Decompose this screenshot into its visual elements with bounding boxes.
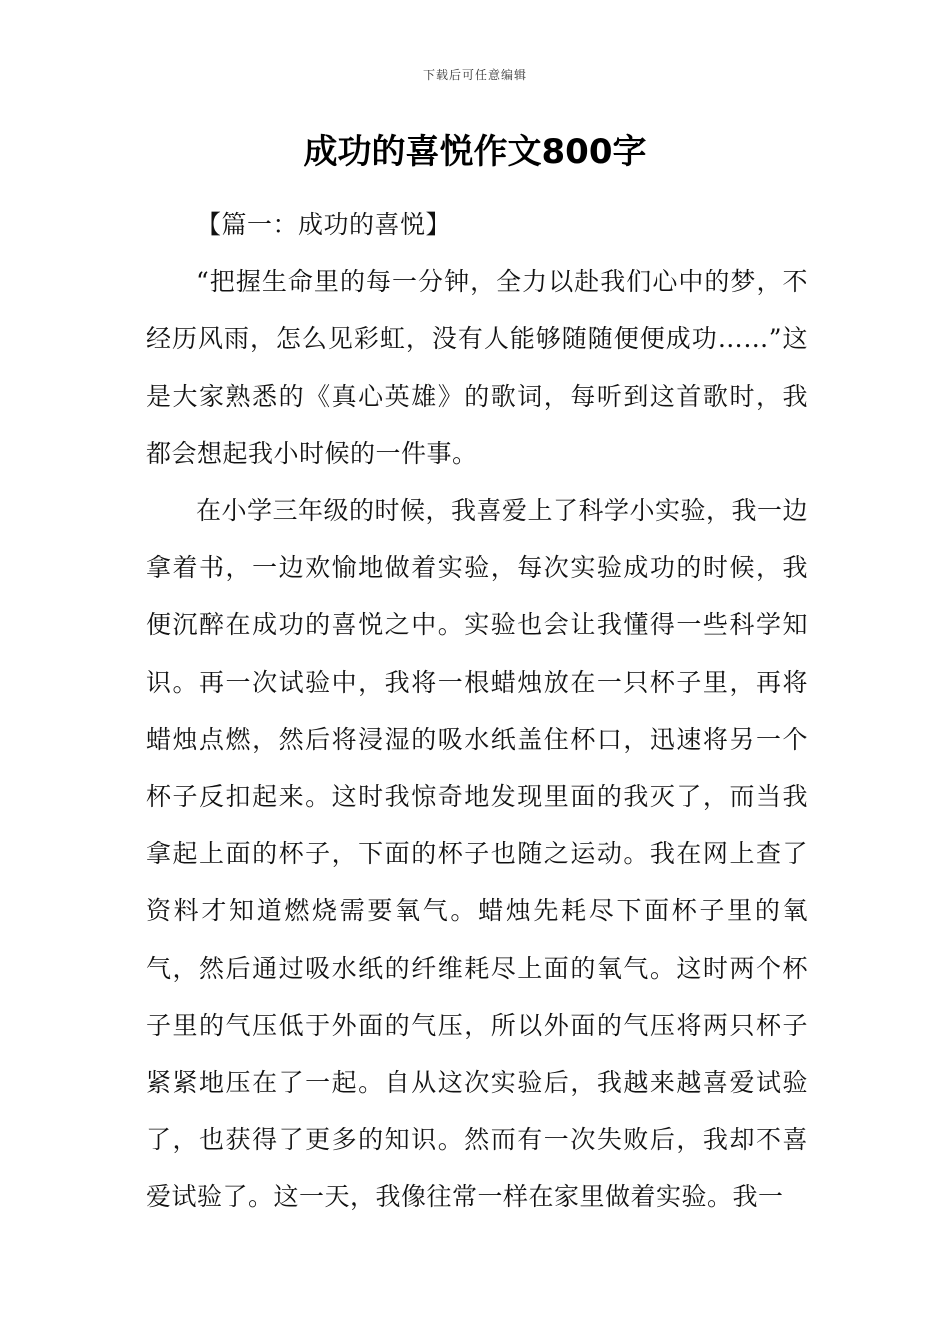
document-body: [146, 196, 808, 1226]
paragraph: “把握生命里的每一分钟，全力以赴我们心中的梦，不经历风雨，怎么见彩虹，没有人能够随随便便成功……”这是大家熟悉的《真心英雄》的歌词，每听到这首歌时，我都会想起我小时候的一件事。: [146, 267, 808, 468]
header-note: 下载后可任意编辑: [422, 68, 527, 82]
paragraph: 在小学三年级的时候，我喜爱上了科学小实验，我一边拿着书，一边欢愉地做着实验，每次实验成功的时候，我便沉醉在成功的喜悦之中。实验也会让我懂得一些科学知识。再一次试验中，我将一根蜡烛放在一只杯子里，再将蜡烛点燃，然后将浸湿的吸水纸盖住杯口，迅速将另一个杯子反扣起来。这时我惊奇地发现里面的我灭了，而当我拿起上面的杯子，下面的杯子也随之运动。我在网上查了资料才知道燃烧需要氧气。蜡烛先耗尽下面杯子里的氧气，然后通过吸水纸的纤维耗尽上面的氧气。这时两个杯子里的气压低于外面的气压，所以外面的气压将两只杯子紧紧地压在了一起。自从这次实验后，我越来越喜爱试验了，也获得了更多的知识。然而有一次失败后，我却不喜爱试验了。这一天，我像往常一样在家里做着实验。我一: [146, 496, 809, 1212]
document-title: 成功的喜悦作文800字: [303, 132, 647, 172]
section-heading: 【篇一：成功的喜悦】: [196, 210, 452, 239]
